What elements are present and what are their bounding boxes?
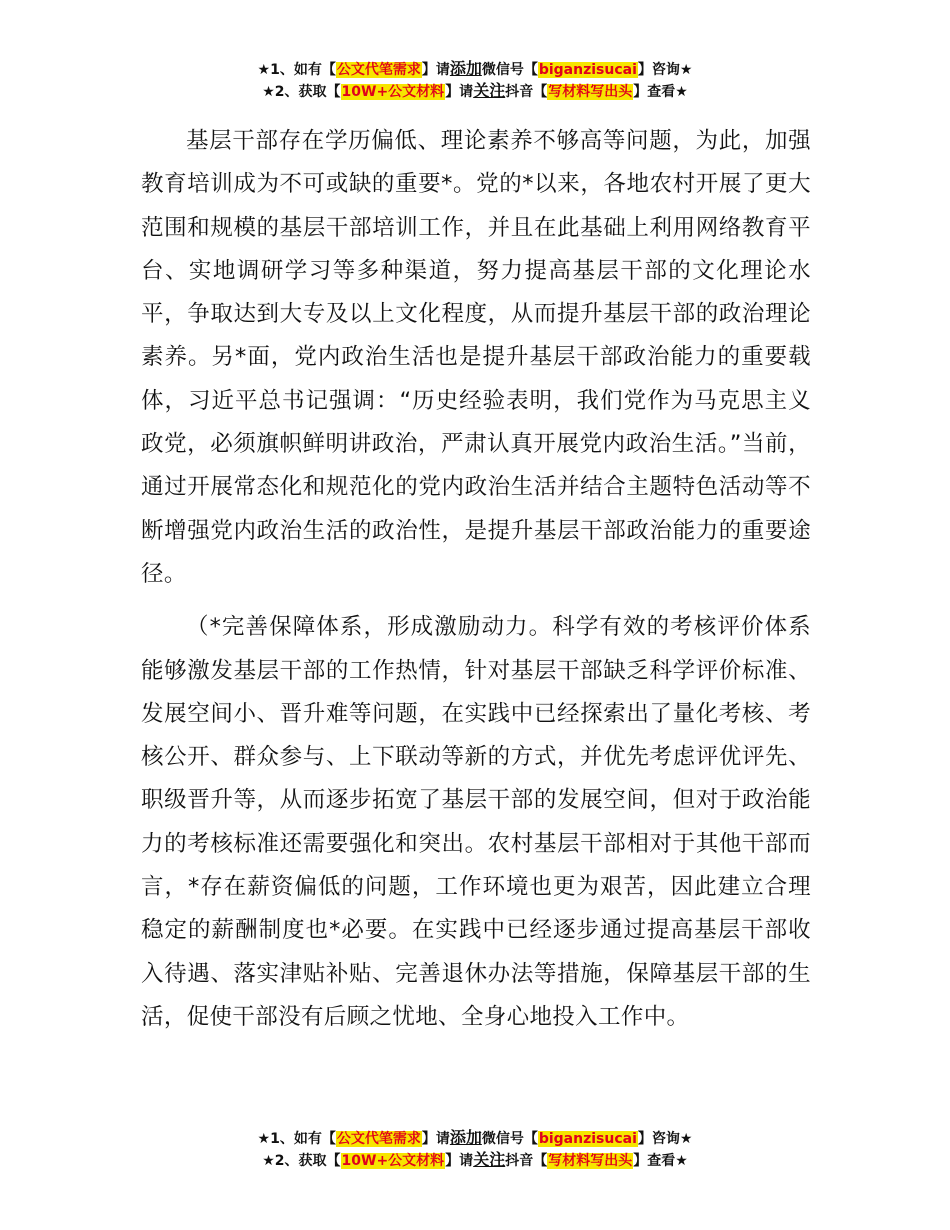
footer-line1-highlight-2: biganzisucai <box>538 1131 637 1147</box>
footer-line2-highlight-1: 10W+公文材料 <box>341 1153 445 1169</box>
header-line2-mid-1: 】请 <box>445 84 474 100</box>
header-line2-highlight-2: 写材料写出头 <box>548 84 633 100</box>
header-line2-post: 】查看★ <box>633 84 688 100</box>
header-line1-mid-2: 微信号【 <box>481 62 538 78</box>
footer-line2-pre: ★2、获取【 <box>262 1153 341 1169</box>
footer-line1-pre: ★1、如有【 <box>257 1131 336 1147</box>
footer-line1-mid-2: 微信号【 <box>481 1131 538 1147</box>
header-line-2 <box>0 80 950 102</box>
footer-line-1 <box>0 1127 950 1149</box>
header-line2-pre: ★2、获取【 <box>262 84 341 100</box>
header-line1-pre: ★1、如有【 <box>257 62 336 78</box>
footer-line1-mid-1: 】请 <box>421 1131 450 1147</box>
body-paragraph-2: （*完善保障体系，形成激励动力。科学有效的考核评价体系能够激发基层干部的工作热情，针对基层干部缺乏科学评价标准、发展空间小、晋升难等问题，在实践中已经探索出了量化考核、考核公开、群众参与、上下联动等新的方式，并优先考虑评优评先、职级晋升等，从而逐步拓宽了基层干部的发展空间，但对于政治能力的考核标准还需要强化和突出。农村基层干部相对于其他干部而言，*存在薪资偏低的问题，工作环境也更为艰苦，因此建立合理稳定的薪酬制度也*必要。在实践中已经逐步通过提高基层干部收入待遇、落实津贴补贴、完善退休办法等措施，保障基层干部的生活，促使干部没有后顾之忧地、全身心地投入工作中。 <box>141 614 811 1030</box>
footer-line2-mid-2: 抖音【 <box>505 1153 548 1169</box>
document-body <box>141 120 811 1049</box>
header-line2-underlined: 关注 <box>473 81 506 100</box>
header-line2-highlight-1: 10W+公文材料 <box>341 84 445 100</box>
footer-line-2 <box>0 1149 950 1171</box>
header-line2-mid-2: 抖音【 <box>505 84 548 100</box>
header-banner-top <box>0 58 950 102</box>
header-line1-underlined: 添加 <box>449 59 482 78</box>
header-line1-highlight-2: biganzisucai <box>538 62 637 78</box>
header-line1-post: 】咨询★ <box>637 62 693 78</box>
header-line1-mid-1: 】请 <box>421 62 450 78</box>
header-line1-highlight-1: 公文代笔需求 <box>336 62 421 78</box>
footer-banner-bottom <box>0 1127 950 1171</box>
footer-line1-highlight-1: 公文代笔需求 <box>336 1131 421 1147</box>
header-line-1 <box>0 58 950 80</box>
footer-line2-highlight-2: 写材料写出头 <box>548 1153 633 1169</box>
footer-line1-underlined: 添加 <box>449 1128 482 1147</box>
footer-line2-post: 】查看★ <box>633 1153 688 1169</box>
body-paragraph-1: 基层干部存在学历偏低、理论素养不够高等问题，为此，加强教育培训成为不可或缺的重要*。党的*以来，各地农村开展了更大范围和规模的基层干部培训工作，并且在此基础上利用网络教育平台、实地调研学习等多种渠道，努力提高基层干部的文化理论水平，争取达到大专及以上文化程度，从而提升基层干部的政治理论素养。另*面，党内政治生活也是提升基层干部政治能力的重要载体，习近平总书记强调：“历史经验表明，我们党作为马克思主义政党，必须旗帜鲜明讲政治，严肃认真开展党内政治生活。”当前，通过开展常态化和规范化的党内政治生活并结合主题特色活动等不断增强党内政治生活的政治性，是提升基层干部政治能力的重要途径。 <box>141 128 811 587</box>
footer-line1-post: 】咨询★ <box>637 1131 693 1147</box>
footer-line2-underlined: 关注 <box>473 1150 506 1169</box>
footer-line2-mid-1: 】请 <box>445 1153 474 1169</box>
